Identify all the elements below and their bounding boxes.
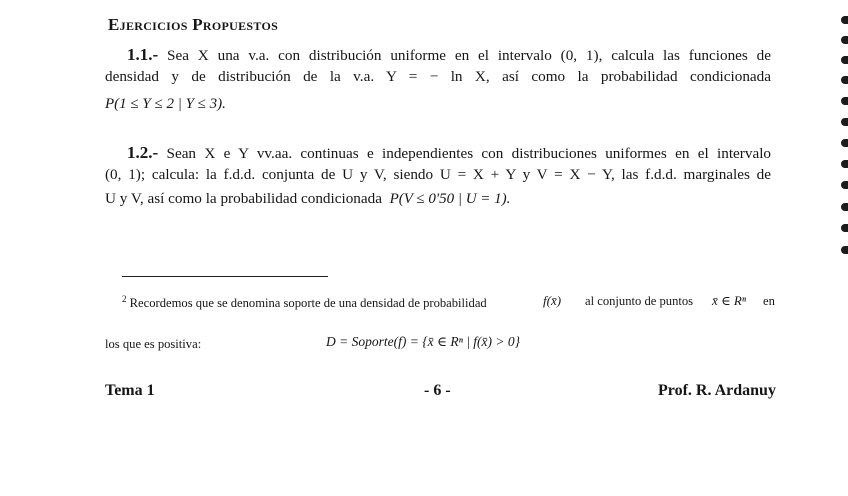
footnote-math-point: x̄ ∈ Rⁿ	[712, 293, 746, 308]
conditional-probability-formula-1: P(1 ≤ Y ≤ 2 | Y ≤ 3).	[105, 96, 226, 112]
conditional-probability-formula-2: P(V ≤ 0'50 | U = 1).	[389, 191, 511, 207]
binding-holes	[834, 0, 848, 496]
exercise-1-2-line-3	[105, 188, 771, 210]
exercise-1-1-line-2: densidad y de distribución de la v.a. Y = − ln X, así como la probabilidad condicionada	[105, 68, 771, 85]
footer-topic: Tema 1	[105, 382, 155, 399]
exercise-1-2-text-3: U y V, así como la probabilidad condicionada	[105, 190, 382, 207]
exercise-1-2-number: 1.2.-	[127, 143, 159, 162]
exercise-1-2-line-1	[105, 142, 771, 164]
exercise-1-1-math	[105, 93, 771, 115]
footnote-math-density: f(x̄)	[543, 293, 562, 308]
footnote-text-2: al conjunto de puntos	[585, 294, 694, 308]
exercise-1-2	[105, 142, 771, 210]
support-definition-formula: D = Soporte(f) = {x̄ ∈ Rⁿ | f(x̄) > 0}	[326, 334, 521, 349]
footnote-text-4: los que es positiva:	[105, 337, 202, 351]
exercise-1-1-line-1	[105, 44, 771, 66]
exercise-1-2-text-1: Sean X e Y vv.aa. continuas e independientes con distribuciones uniformes en el intervalo	[166, 145, 772, 162]
footnote-text-1: Recordemos que se denomina soporte de una densidad de probabilidad	[129, 296, 487, 311]
exercise-1-1-text-1: Sea X una v.a. con distribución uniforme en el intervalo (0, 1), calcula las funciones de	[167, 47, 771, 64]
footnote-text-3: en	[763, 294, 775, 308]
exercise-1-1-number: 1.1.-	[127, 45, 159, 64]
exercise-1-1	[105, 44, 771, 115]
footer-page-number: - 6 -	[424, 382, 451, 399]
footnote-separator	[122, 276, 328, 277]
footnote-marker: 2	[122, 294, 127, 304]
section-heading: Ejercicios Propuestos	[108, 15, 279, 34]
footnote-line-1	[122, 294, 487, 311]
exercise-1-2-line-2: (0, 1); calcula: la f.d.d. conjunta de U y V, siendo U = X + Y y V = X − Y, las f.d.d. marginales de	[105, 166, 771, 183]
footer-author: Prof. R. Ardanuy	[658, 382, 776, 399]
